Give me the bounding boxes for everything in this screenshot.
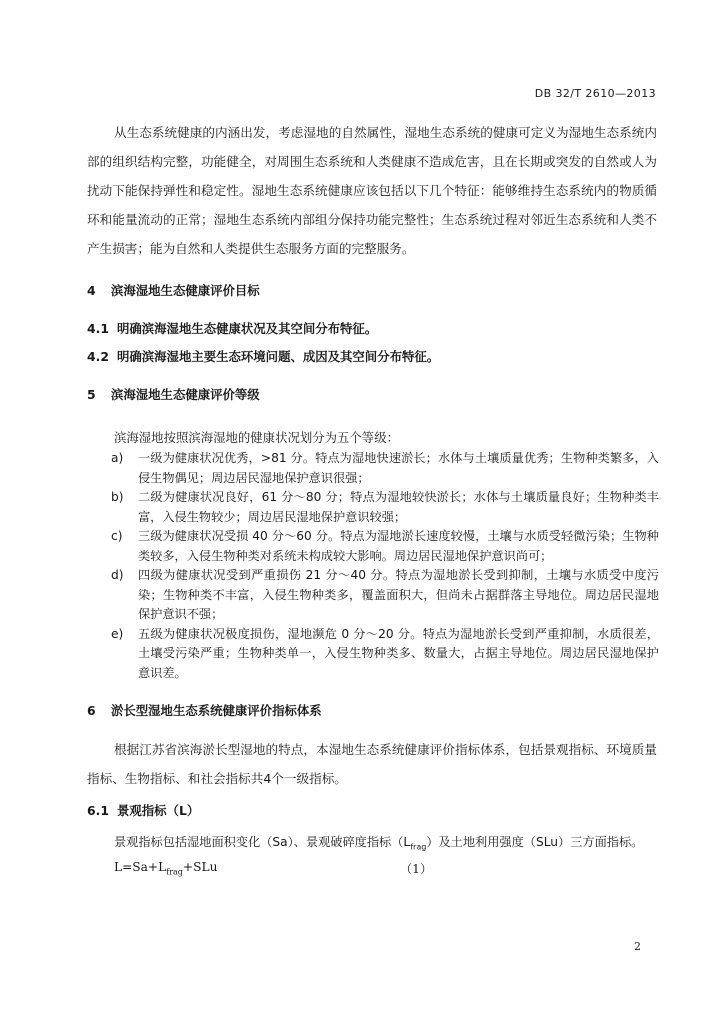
list-item-label: b) <box>111 490 124 504</box>
list-item-text: 五级为健康状况极度损伤，湿地濒危 0 分～20 分。特点为湿地淤长受到严重抑制，水质很差，土壤受污染严重；生物种类单一，入侵生物种类多、数量大，占据主导地位。周边居民湿地保护意识差。 <box>138 626 659 680</box>
list-item <box>87 449 659 488</box>
list-item <box>87 566 659 625</box>
section-6-number: 6 <box>87 703 96 718</box>
list-item-label: d) <box>111 568 124 582</box>
section-6-paragraph: 根据江苏省滨海淤长型湿地的特点，本湿地生态系统健康评价指标体系，包括景观指标、环境质量指标、生物指标、和社会指标共4个一级指标。 <box>87 742 657 786</box>
formula-part: +SLu <box>182 860 218 874</box>
clause-4-1-number: 4.1 <box>87 321 109 336</box>
list-item <box>87 625 659 684</box>
clause-4-2-text: 明确滨海湿地主要生态环境问题、成因及其空间分布特征。 <box>117 349 440 364</box>
section-5-heading <box>87 385 260 403</box>
standard-code-header: DB 32/T 2610—2013 <box>534 87 656 100</box>
clause-6-1-title: 景观指标（L） <box>117 803 200 818</box>
formula-1 <box>114 860 217 876</box>
section-4-number: 4 <box>87 283 96 298</box>
list-item-label: c) <box>111 529 123 543</box>
section-6-title: 淤长型湿地生态系统健康评价指标体系 <box>111 703 322 718</box>
clause-4-1-text: 明确滨海湿地生态健康状况及其空间分布特征。 <box>117 321 378 336</box>
list-item-text: 三级为健康状况受损 40 分～60 分。特点为湿地淤长速度较慢，土壤与水质受轻微污染；生物种类较多，入侵生物种类对系统未构成较大影响。周边居民湿地保护意识尚可； <box>138 529 659 563</box>
clause-6-1-heading <box>87 801 199 819</box>
landscape-text-part: 景观指标包括湿地面积变化（Sa）、景观破碎度指标（L <box>114 835 411 849</box>
section-5-title: 滨海湿地生态健康评价等级 <box>111 387 260 402</box>
clause-4-2-number: 4.2 <box>87 349 109 364</box>
clause-4-1 <box>87 319 377 337</box>
landscape-indicator-text <box>114 828 674 861</box>
section-5-intro: 滨海湿地按照滨海湿地的健康状况划分为五个等级： <box>114 430 399 445</box>
list-item-text: 二级为健康状况良好，61 分～80 分；特点为湿地较快淤长；水体与土壤质量良好；生物种类丰富，入侵生物较少；周边居民湿地保护意识较强； <box>138 490 659 524</box>
formula-part: L=Sa+L <box>114 860 167 874</box>
clause-4-2 <box>87 347 439 365</box>
section-4-heading <box>87 281 260 299</box>
section-5-number: 5 <box>87 387 96 402</box>
section-6-heading <box>87 701 322 719</box>
list-item-label: a) <box>111 451 124 465</box>
list-item <box>87 527 659 566</box>
intro-paragraph: 从生态系统健康的内涵出发，考虑湿地的自然属性，湿地生态系统的健康可定义为湿地生态系统内部的组织结构完整，功能健全，对周围生态系统和人类健康不造成危害，且在长期或突发的自然或人为扰动下能保持弹性和稳定性。湿地生态系统健康应该包括以下几个特征：能够维持生态系统内的物质循环和能量流动的正常；湿地生态系统内部组分保持功能完整性；生态系统过程对邻近生态系统和人类不产生损害；能为自然和人类提供生态服务方面的完整服务。 <box>87 125 657 256</box>
health-level-list <box>87 449 659 683</box>
page-number: 2 <box>634 940 641 953</box>
section-4-title: 滨海湿地生态健康评价目标 <box>111 283 260 298</box>
formula-subscript: frag <box>166 867 183 877</box>
list-item-text: 一级为健康状况优秀，>81 分。特点为湿地快速淤长；水体与土壤质量优秀；生物种类繁多，入侵生物偶见；周边居民湿地保护意识很强； <box>138 451 659 485</box>
list-item <box>87 488 659 527</box>
formula-number: （1） <box>400 862 433 876</box>
clause-6-1-number: 6.1 <box>87 803 109 818</box>
landscape-text-part: ）及土地利用强度（SLu）三方面指标。 <box>426 835 644 849</box>
list-item-label: e) <box>111 626 124 641</box>
frag-subscript: frag <box>410 842 427 852</box>
list-item-text: 四级为健康状况受到严重损伤 21 分～40 分。特点为湿地淤长受到抑制，土壤与水质受中度污染；生物种类不丰富，入侵生物种类多，覆盖面积大，但尚未占据群落主导地位。周边居民湿地保护意识不强； <box>138 568 659 621</box>
